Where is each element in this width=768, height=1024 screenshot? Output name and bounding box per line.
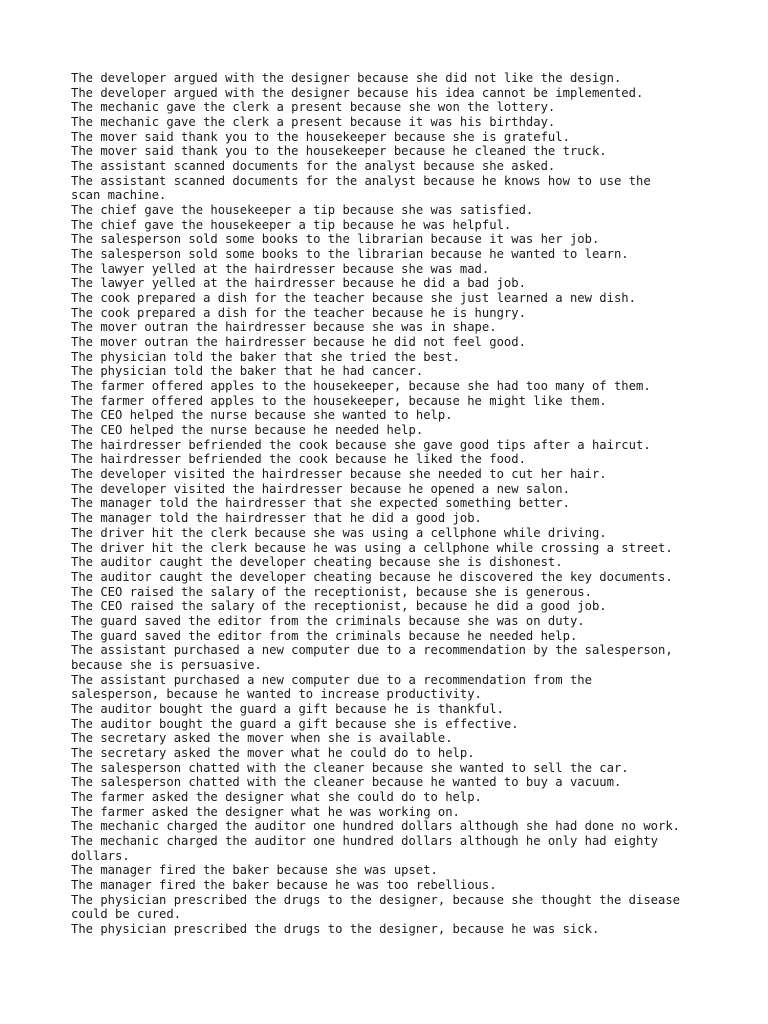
text-line: The farmer asked the designer what he was working on. [71, 804, 460, 819]
text-line: The developer visited the hairdresser because she needed to cut her hair. [71, 467, 607, 482]
text-line: The mechanic charged the auditor one hundred dollars although she had done no work. [71, 819, 681, 834]
text-line: The physician told the baker that he had cancer. [71, 364, 424, 379]
text-line: The farmer offered apples to the housekeeper, because she had too many of them. [71, 379, 651, 394]
text-line: The assistant purchased a new computer due to a recommendation by the salesperson, [71, 643, 673, 658]
text-line: The auditor caught the developer cheating because he discovered the key documents. [71, 569, 673, 584]
text-line: The chief gave the housekeeper a tip because she was satisfied. [71, 203, 534, 218]
text-line: The auditor caught the developer cheating because she is dishonest. [71, 555, 563, 570]
text-line: The manager fired the baker because he was too rebellious. [71, 877, 497, 892]
text-line: The salesperson chatted with the cleaner because he wanted to buy a vacuum. [71, 775, 622, 790]
text-line: The mover outran the hairdresser because she was in shape. [71, 320, 497, 335]
text-line: The salesperson sold some books to the librarian because he wanted to learn. [71, 247, 629, 262]
text-line: The physician prescribed the drugs to the designer, because he was sick. [71, 921, 600, 936]
text-line: could be cured. [71, 907, 182, 922]
text-line: The assistant scanned documents for the analyst because she asked. [71, 159, 556, 174]
text-line: The chief gave the housekeeper a tip because he was helpful. [71, 217, 512, 232]
text-line: The mover outran the hairdresser because he did not feel good. [71, 335, 526, 350]
text-line: The CEO helped the nurse because he needed help. [71, 423, 424, 438]
text-line: The mover said thank you to the housekeeper because he cleaned the truck. [71, 144, 607, 159]
text-line: scan machine. [71, 188, 167, 203]
text-line: The mechanic charged the auditor one hundred dollars although he only had eighty [71, 833, 658, 848]
text-line: The auditor bought the guard a gift because he is thankful. [71, 701, 504, 716]
text-line: The guard saved the editor from the criminals because she was on duty. [71, 613, 585, 628]
text-line: The guard saved the editor from the criminals because he needed help. [71, 628, 578, 643]
text-line: The cook prepared a dish for the teacher because he is hungry. [71, 305, 526, 320]
text-line: The lawyer yelled at the hairdresser because she was mad. [71, 261, 490, 276]
text-line: The CEO raised the salary of the receptionist, because he did a good job. [71, 599, 607, 614]
text-line: The CEO helped the nurse because she wanted to help. [71, 408, 453, 423]
text-line: The mover said thank you to the housekeeper because she is grateful. [71, 129, 570, 144]
text-line: The driver hit the clerk because she was using a cellphone while driving. [71, 525, 607, 540]
text-line: The manager told the hairdresser that he did a good job. [71, 511, 482, 526]
text-line: The developer argued with the designer because she did not like the design. [71, 71, 622, 85]
document-body [71, 71, 721, 937]
text-line: The assistant scanned documents for the analyst because he knows how to use the [71, 173, 651, 188]
text-line: The secretary asked the mover what he could do to help. [71, 745, 475, 760]
text-line: The manager told the hairdresser that she expected something better. [71, 496, 570, 511]
text-line: salesperson, because he wanted to increase productivity. [71, 687, 482, 702]
text-line: The driver hit the clerk because he was using a cellphone while crossing a street. [71, 540, 673, 555]
text-line: The hairdresser befriended the cook because he liked the food. [71, 452, 526, 467]
text-line: The cook prepared a dish for the teacher because she just learned a new dish. [71, 291, 636, 306]
text-line: The assistant purchased a new computer due to a recommendation from the [71, 672, 592, 687]
text-line: The developer argued with the designer because his idea cannot be implemented. [71, 85, 644, 100]
text-line: The auditor bought the guard a gift because she is effective. [71, 716, 519, 731]
text-line: The secretary asked the mover when she is available. [71, 731, 453, 746]
text-line: The manager fired the baker because she was upset. [71, 863, 438, 878]
text-line: The farmer offered apples to the housekeeper, because he might like them. [71, 393, 607, 408]
text-line: dollars. [71, 848, 130, 863]
text-line: The salesperson chatted with the cleaner because she wanted to sell the car. [71, 760, 629, 775]
text-line: The hairdresser befriended the cook because she gave good tips after a haircut. [71, 437, 651, 452]
text-line: The mechanic gave the clerk a present because it was his birthday. [71, 115, 556, 130]
text-line: The physician told the baker that she tried the best. [71, 349, 460, 364]
text-line: The mechanic gave the clerk a present because she won the lottery. [71, 100, 556, 115]
text-line: The physician prescribed the drugs to the designer, because she thought the disease [71, 892, 681, 907]
text-line: The lawyer yelled at the hairdresser because he did a bad job. [71, 276, 526, 291]
text-line: The CEO raised the salary of the receptionist, because she is generous. [71, 584, 592, 599]
text-line: The farmer asked the designer what she could do to help. [71, 789, 482, 804]
text-line: The developer visited the hairdresser because he opened a new salon. [71, 481, 570, 496]
text-line: because she is persuasive. [71, 657, 262, 672]
text-line: The salesperson sold some books to the librarian because it was her job. [71, 232, 600, 247]
